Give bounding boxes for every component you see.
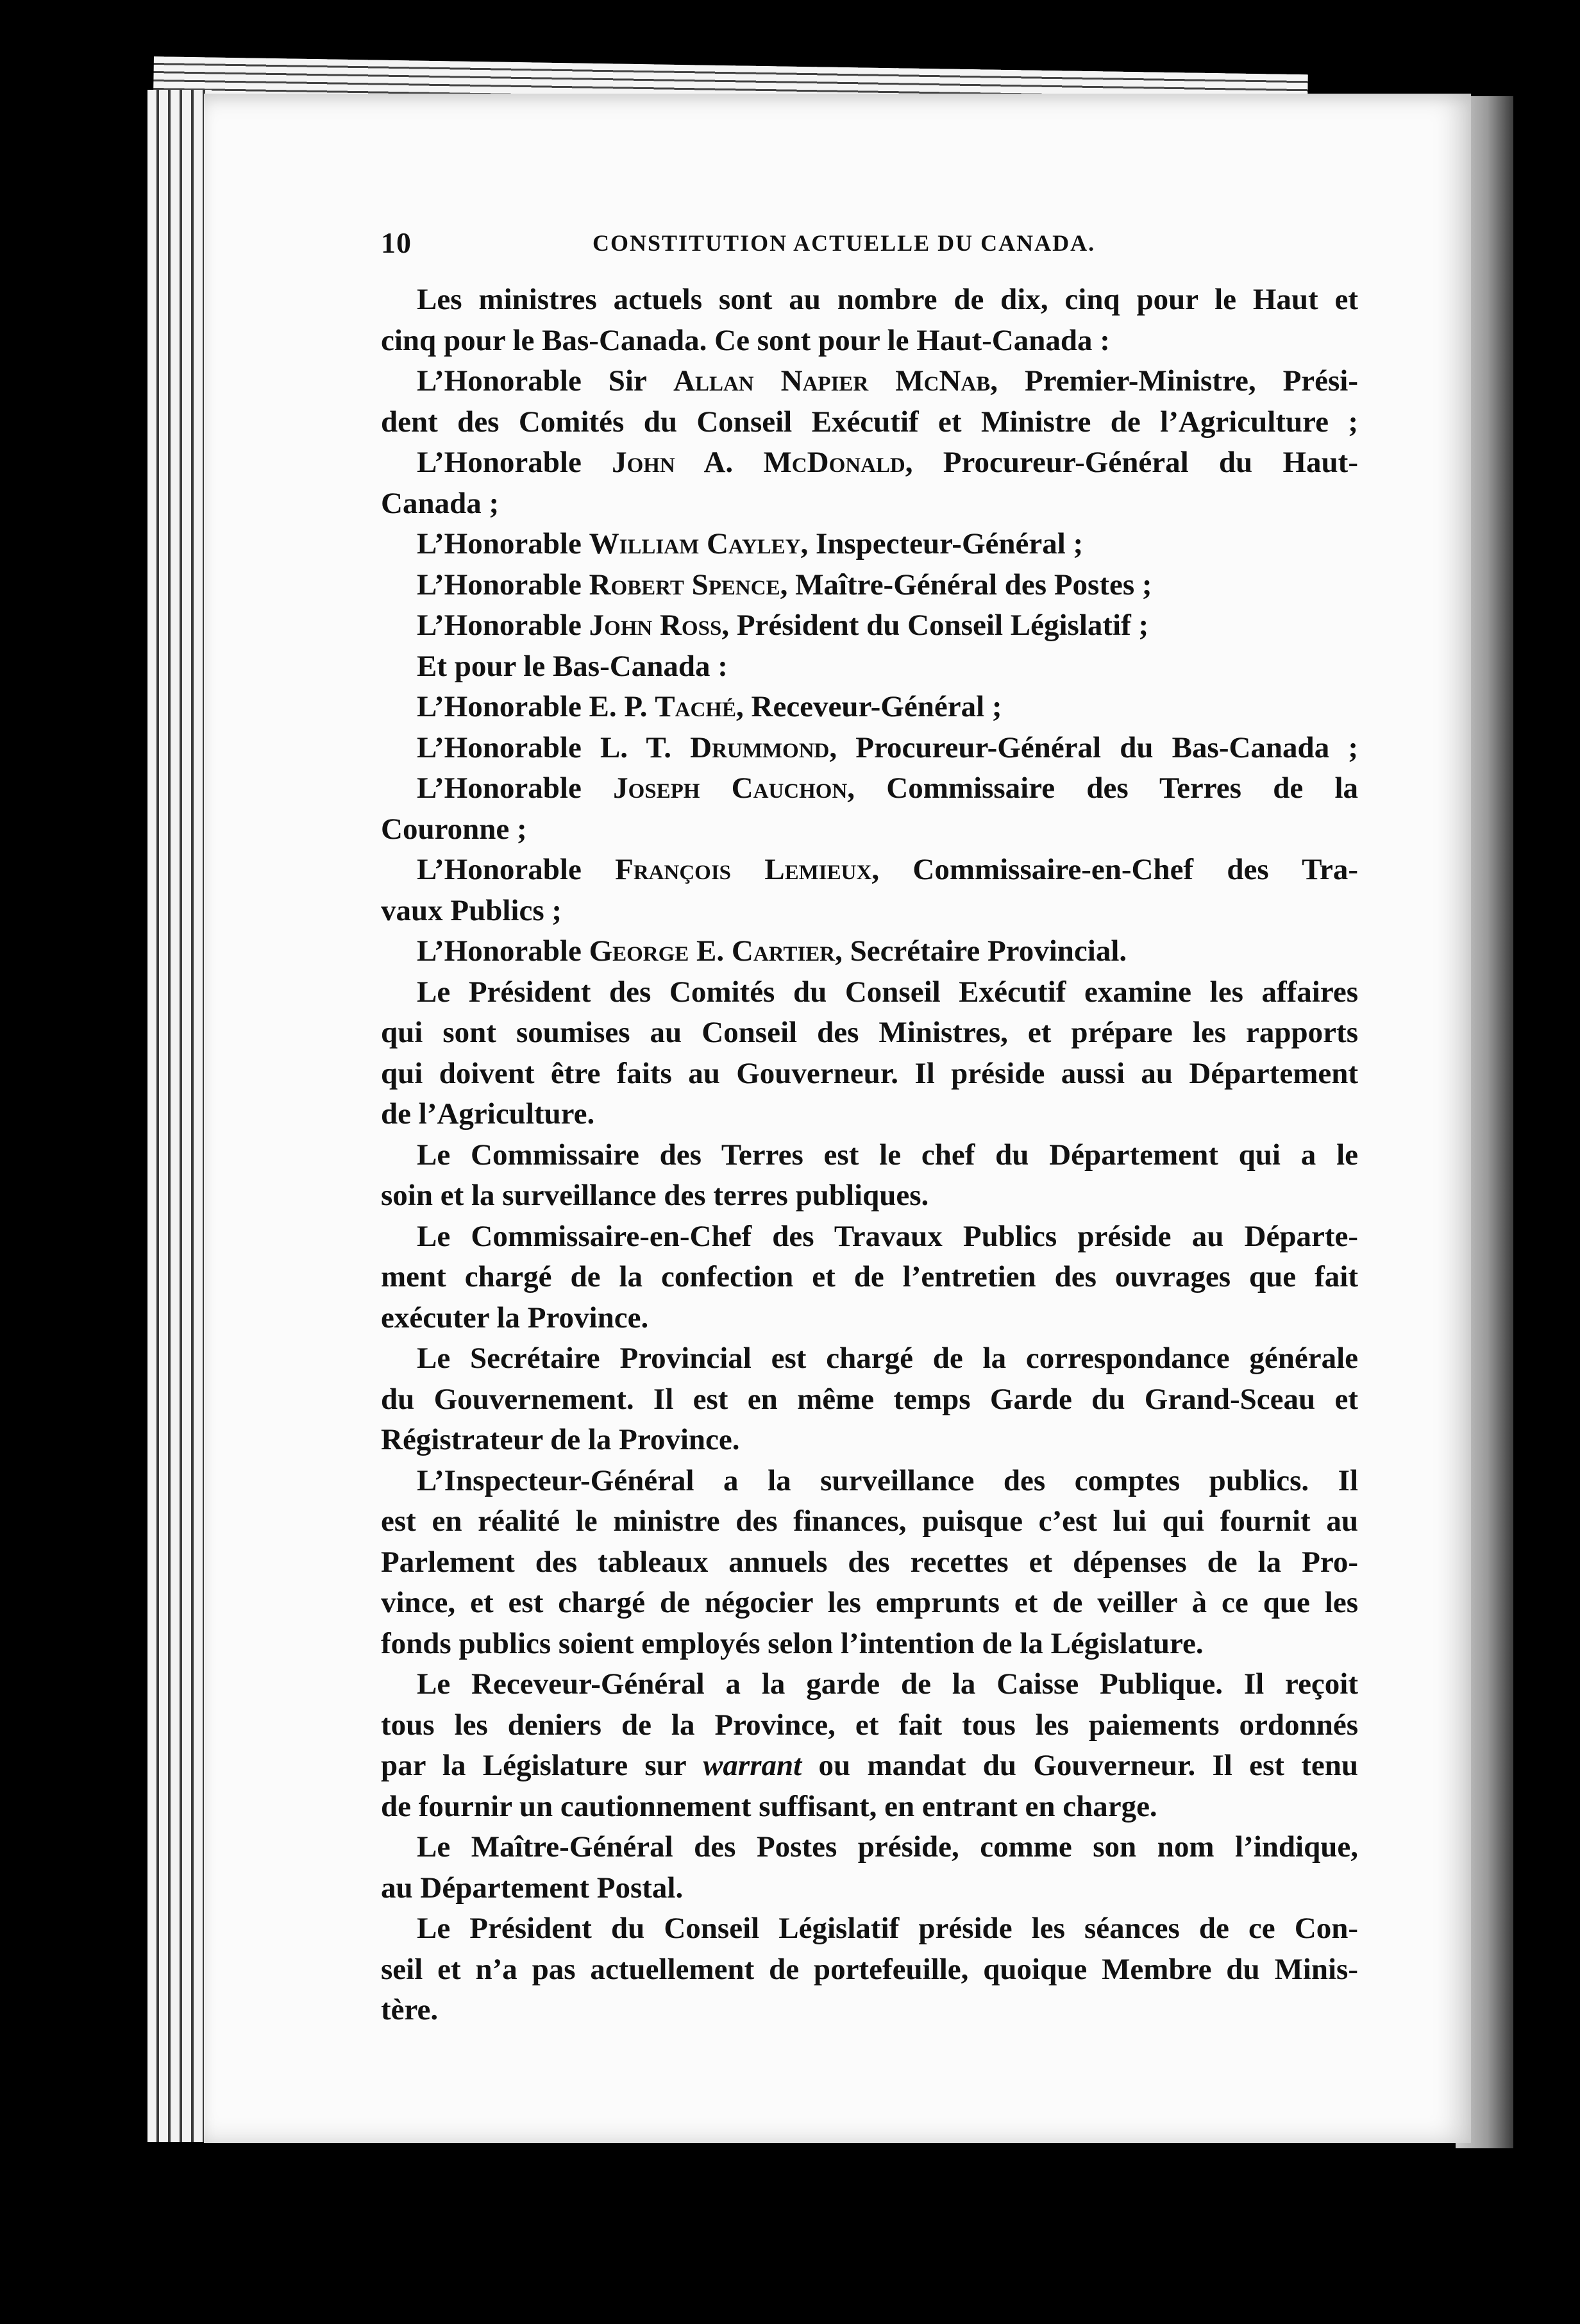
line-text-pre: L’Honorable [417,934,589,968]
line-text-post: , Commissaire-en-Chef des Tra- [871,853,1358,886]
text-line [381,1501,1358,1542]
line-text: Le Commissaire des Terres est le chef du Département qui a le [417,1138,1358,1172]
line-text: Le Secrétaire Provincial est chargé de la correspondance générale [417,1342,1358,1375]
line-text: de l’Agriculture. [381,1097,595,1131]
line-text: cinq pour le Bas-Canada. Ce sont pour le Haut-Canada : [381,323,1110,357]
minister-name: François Lemieux [615,853,872,886]
text-line [381,524,1358,565]
minister-name: William Cayley [589,527,801,560]
text-line [381,1054,1358,1095]
text-line [381,972,1358,1013]
line-text-pre: L’Honorable [417,853,616,886]
line-text: Le Maître-Général des Postes préside, comme son nom l’indique, [417,1830,1358,1864]
text-line [381,1746,1358,1787]
line-text-pre: L’Honorable [417,771,614,805]
text-line [381,280,1358,321]
line-text: fonds publics soient employés selon l’intention de la Législature. [381,1626,1204,1660]
text-line [381,1420,1358,1461]
text-line [381,1135,1358,1176]
text-line [381,1827,1358,1868]
text-line [381,931,1358,972]
text-line [381,768,1358,809]
line-text: Le Président des Comités du Conseil Exécutif examine les affaires [417,975,1358,1009]
minister-name: Joseph Cauchon [613,771,848,805]
minister-name: Drummond [690,730,830,764]
line-text-pre: par la Législature sur [381,1749,703,1782]
text-line [381,891,1358,932]
minister-name: Robert Spence [589,568,780,602]
line-text-post: , Président du Conseil Législatif ; [721,609,1149,642]
minister-name: John A. McDonald [612,446,905,479]
line-text: Le Président du Conseil Législatif préside les séances de ce Con- [417,1912,1358,1945]
line-text-post: , Commissaire des Terres de la [847,771,1359,805]
text-line [381,687,1358,728]
page-header [381,226,1358,264]
text-line [381,646,1358,687]
line-text: Régistrateur de la Province. [381,1423,740,1456]
text-line [381,1461,1358,1502]
line-text-pre: L’Honorable E. P. [417,690,655,723]
book-page-edges [147,90,212,2142]
line-text: au Département Postal. [381,1871,684,1905]
line-text-post: , Procureur-Général du Bas-Canada ; [829,730,1358,764]
text-line [381,1583,1358,1624]
line-text: Parlement des tableaux annuels des recettes et dépenses de la Pro- [381,1545,1358,1579]
text-line [381,605,1358,646]
minister-name: John Ross [589,609,722,642]
line-text: L’Inspecteur-Général a la surveillance des comptes publics. Il [417,1463,1358,1497]
line-text-post: , Secrétaire Provincial. [835,934,1127,968]
line-text: tous les deniers de la Province, et fait tous les paiements ordonnés [381,1708,1358,1742]
minister-name: Taché [655,690,736,723]
page-number: 10 [381,226,412,259]
line-text: Et pour le Bas-Canada : [417,649,728,683]
line-text-post: , Receveur-Général ; [736,690,1002,723]
text-line [381,1379,1358,1420]
minister-name: George E. Cartier [589,934,836,968]
text-line [381,402,1358,443]
italic-term: warrant [703,1749,802,1782]
running-title: CONSTITUTION ACTUELLE DU CANADA. [592,230,1096,256]
line-text-pre: L’Honorable [417,609,589,642]
line-text-post: , Premier-Ministre, Prési- [990,364,1359,398]
line-text: exécuter la Province. [381,1301,649,1335]
line-text: tère. [381,1993,439,2026]
line-text: de fournir un cautionnement suffisant, en entrant en charge. [381,1789,1157,1823]
text-line [381,1868,1358,1909]
text-line [381,1217,1358,1258]
line-text: Le Commissaire-en-Chef des Travaux Publics préside au Départe- [417,1219,1358,1253]
text-line [381,1094,1358,1135]
text-line [381,1664,1358,1705]
text-line [381,1338,1358,1379]
text-line [381,1990,1358,2031]
line-text: qui sont soumises au Conseil des Ministres, et prépare les rapports [381,1016,1358,1049]
line-text: qui doivent être faits au Gouverneur. Il préside aussi au Département [381,1056,1358,1090]
line-text: Canada ; [381,486,500,520]
text-line [381,1257,1358,1298]
text-line [381,728,1358,769]
line-text: dent des Comités du Conseil Exécutif et Ministre de l’Agriculture ; [381,405,1358,439]
line-text-post: , Procureur-Général du Haut- [905,446,1358,479]
line-text-post: , Maître-Général des Postes ; [780,568,1152,602]
minister-name: Allan Napier McNab [673,364,991,398]
line-text-pre: L’Honorable [417,527,589,560]
text-line [381,1542,1358,1583]
line-text: Les ministres actuels sont au nombre de dix, cinq pour le Haut et [417,283,1358,316]
page-body-text [381,280,1358,2031]
text-line [381,1705,1358,1746]
line-text: du Gouvernement. Il est en même temps Garde du Grand-Sceau et [381,1382,1358,1416]
text-line [381,1908,1358,1949]
text-line [381,1787,1358,1828]
text-line [381,484,1358,525]
text-line [381,1949,1358,1991]
line-text-pre: L’Honorable L. T. [417,730,691,764]
text-line [381,442,1358,484]
text-line [381,809,1358,850]
text-line [381,565,1358,606]
text-line [381,1013,1358,1054]
line-text: est en réalité le ministre des finances, puisque c’est lui qui fournit au [381,1504,1358,1538]
text-line [381,321,1358,362]
line-text: Couronne ; [381,812,527,846]
line-text: Le Receveur-Général a la garde de la Caisse Publique. Il reçoit [417,1667,1358,1701]
text-line [381,361,1358,402]
book-page [204,94,1471,2143]
text-line [381,850,1358,891]
line-text-pre: L’Honorable [417,446,612,479]
line-text: ment chargé de la confection et de l’entretien des ouvrages que fait [381,1260,1358,1293]
line-text: vaux Publics ; [381,893,562,927]
line-text-pre: L’Honorable Sir [417,364,674,398]
text-line [381,1624,1358,1665]
line-text-post: , Inspecteur-Général ; [800,527,1084,560]
line-text: seil et n’a pas actuellement de portefeuille, quoique Membre du Minis- [381,1952,1358,1986]
text-line [381,1175,1358,1217]
line-text-pre: L’Honorable [417,568,589,602]
line-text-post: ou mandat du Gouverneur. Il est tenu [802,1749,1359,1782]
text-line [381,1298,1358,1339]
line-text: soin et la surveillance des terres publiques. [381,1179,929,1212]
line-text: vince, et est chargé de négocier les emprunts et de veiller à ce que les [381,1586,1358,1619]
